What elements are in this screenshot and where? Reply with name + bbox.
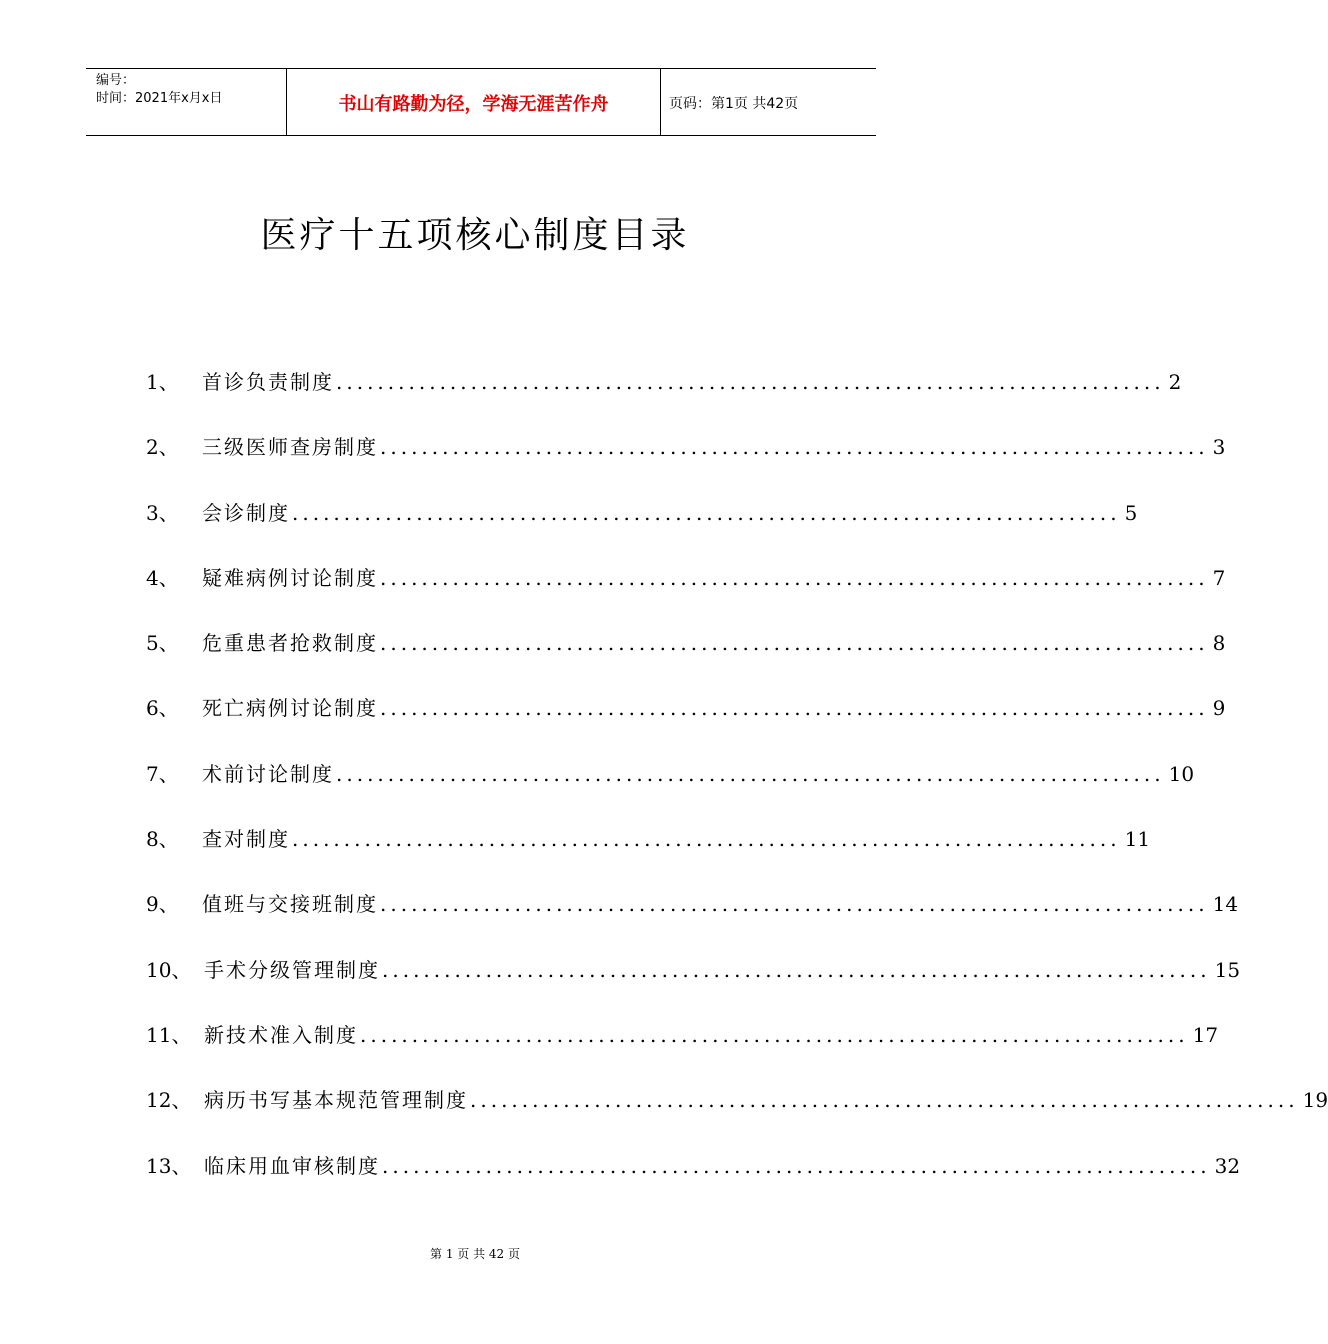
toc-entry-title: 值班与交接班制度: [202, 892, 378, 917]
toc-leader-dots: ................................................................................: [336, 370, 1165, 394]
toc-entry: [146, 558, 1226, 623]
toc-entry-number: 2、: [146, 435, 179, 460]
toc-entry-number: 4、: [146, 565, 179, 590]
toc-entry-number: 13、: [146, 1153, 192, 1178]
toc-leader-dots: ................................................................................: [382, 1153, 1211, 1178]
toc-entry: [146, 754, 1195, 819]
header-motto-cell: [287, 69, 661, 135]
page-title: 医疗十五项核心制度目录: [260, 215, 690, 256]
toc-entry-page: 7: [1212, 565, 1226, 590]
toc-entry-page: 17: [1192, 1022, 1219, 1047]
toc-entry: [146, 1015, 1219, 1080]
toc-entry-number: 8、: [146, 827, 179, 852]
toc-leader-dots: ................................................................................: [380, 631, 1209, 656]
toc-leader-dots: ................................................................................: [360, 1022, 1189, 1047]
toc-entry-title: 临床用血审核制度: [204, 1153, 380, 1178]
toc-entry-title: 新技术准入制度: [204, 1022, 358, 1047]
toc-entry: [146, 623, 1226, 688]
toc-entry-number: 7、: [146, 761, 179, 786]
document-header: [86, 68, 876, 136]
header-motto: 书山有路勤为径，学海无涯苦作舟: [338, 94, 609, 115]
toc-entry: [146, 819, 1151, 884]
toc-entry: [146, 1146, 1241, 1211]
header-info-cell: [86, 69, 287, 135]
serial-number-label: 编号：: [96, 73, 136, 88]
toc-entry-title: 会诊制度: [202, 500, 290, 525]
header-page-info: 页码：第1页 共42页: [669, 96, 799, 112]
toc-entry-title: 死亡病例讨论制度: [202, 696, 378, 721]
toc-entry: [146, 362, 1182, 427]
toc-entry-title: 手术分级管理制度: [204, 957, 380, 982]
toc-entry-page: 3: [1212, 435, 1226, 460]
toc-entry: [146, 1080, 1328, 1145]
toc-entry: [146, 688, 1226, 753]
toc-entry: [146, 493, 1138, 558]
toc-entry: [146, 884, 1239, 949]
toc-entry-number: 9、: [146, 892, 179, 917]
table-of-contents: [146, 362, 1328, 1211]
toc-entry-page: 2: [1168, 370, 1182, 394]
toc-entry-number: 11、: [146, 1022, 192, 1047]
toc-entry-number: 6、: [146, 696, 179, 721]
toc-entry: [146, 427, 1226, 492]
toc-leader-dots: ................................................................................: [380, 565, 1209, 590]
page-footer: 第 1 页 共 42 页: [430, 1247, 520, 1261]
toc-leader-dots: ................................................................................: [470, 1088, 1299, 1113]
toc-entry-title: 三级医师查房制度: [202, 435, 378, 460]
toc-entry-title: 病历书写基本规范管理制度: [204, 1088, 468, 1113]
toc-leader-dots: ................................................................................: [336, 761, 1165, 786]
toc-entry-title: 查对制度: [202, 827, 290, 852]
toc-entry-title: 术前讨论制度: [202, 761, 334, 786]
toc-entry-title: 首诊负责制度: [202, 370, 334, 394]
time-label: 时间：2021年x月x日: [96, 91, 223, 106]
toc-entry-page: 19: [1302, 1088, 1328, 1113]
toc-leader-dots: ................................................................................: [292, 827, 1121, 852]
toc-entry-page: 9: [1212, 696, 1226, 721]
toc-entry-title: 危重患者抢救制度: [202, 631, 378, 656]
toc-entry-page: 15: [1214, 957, 1241, 982]
toc-leader-dots: ................................................................................: [380, 435, 1209, 460]
toc-entry: [146, 950, 1241, 1015]
toc-entry-number: 3、: [146, 500, 179, 525]
toc-entry-number: 5、: [146, 631, 179, 656]
toc-entry-page: 11: [1124, 827, 1151, 852]
header-page-cell: [661, 69, 876, 135]
toc-entry-number: 1、: [146, 370, 179, 394]
toc-leader-dots: ................................................................................: [380, 892, 1209, 917]
toc-entry-page: 8: [1212, 631, 1226, 656]
toc-entry-page: 5: [1124, 500, 1138, 525]
toc-leader-dots: ................................................................................: [292, 500, 1121, 525]
toc-entry-page: 14: [1212, 892, 1239, 917]
toc-entry-number: 10、: [146, 957, 192, 982]
toc-entry-number: 12、: [146, 1088, 192, 1113]
toc-entry-page: 10: [1168, 761, 1195, 786]
toc-leader-dots: ................................................................................: [380, 696, 1209, 721]
toc-leader-dots: ................................................................................: [382, 957, 1211, 982]
toc-entry-title: 疑难病例讨论制度: [202, 565, 378, 590]
toc-entry-page: 32: [1214, 1153, 1241, 1178]
